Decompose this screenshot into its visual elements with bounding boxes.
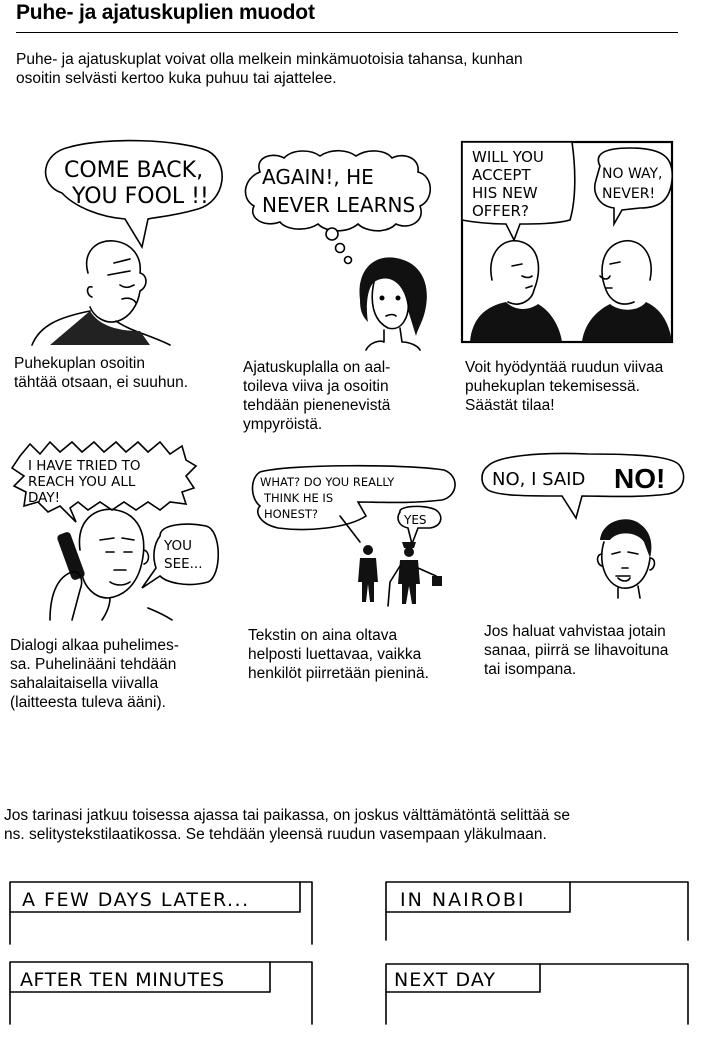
bubble-text: WILL YOU bbox=[472, 148, 544, 166]
bubble-text: AGAIN!, HE bbox=[262, 165, 374, 189]
panel-2-illustration bbox=[240, 150, 450, 350]
caption-line: tähtää otsaan, ei suuhun. bbox=[14, 374, 189, 391]
caption-line: puhekuplan tekemisessä. bbox=[465, 378, 640, 395]
paragraph-line: ns. selitystekstilaatikossa. Se tehdään yleensä ruudun vasempaan yläkulmaan. bbox=[4, 826, 547, 843]
caption-box-text: A FEW DAYS LATER... bbox=[22, 889, 250, 911]
bubble-bold-text: NO! bbox=[614, 463, 666, 494]
caption-line: tehdään pienenevistä bbox=[243, 397, 391, 414]
bubble-text: YES bbox=[404, 513, 427, 527]
caption-line: Dialogi alkaa puhelimes- bbox=[10, 637, 179, 654]
bubble-text: NEVER! bbox=[602, 186, 656, 202]
bubble-text: YOU bbox=[164, 538, 193, 554]
bubble-text: DAY! bbox=[28, 490, 61, 506]
title-rule bbox=[16, 32, 678, 33]
caption-line: (laitteesta tuleva ääni). bbox=[10, 694, 166, 711]
bubble-text: HIS NEW bbox=[472, 184, 538, 202]
bubble-text: THINK HE IS bbox=[264, 491, 334, 505]
caption-box-paragraph bbox=[4, 806, 709, 844]
bubble-text: REACH YOU ALL bbox=[28, 474, 136, 490]
panel-5-caption bbox=[248, 626, 429, 683]
panel-4-caption bbox=[10, 636, 179, 712]
intro-line: Puhe- ja ajatuskuplat voivat olla melkein minkämuotoisia tahansa, kunhan bbox=[16, 51, 523, 68]
page-title: Puhe- ja ajatuskuplien muodot bbox=[16, 1, 315, 24]
panel-6-caption bbox=[484, 622, 709, 679]
caption-line: Säästät tilaa! bbox=[465, 397, 555, 414]
caption-line: helposti luettavaa, vaikka bbox=[248, 646, 422, 663]
caption-line: sahalaitaisella viivalla bbox=[10, 675, 159, 692]
caption-line: Voit hyödyntää ruudun viivaa bbox=[465, 359, 664, 376]
bubble-text: SEE... bbox=[164, 556, 203, 572]
caption-line: Puhekuplan osoitin bbox=[14, 355, 145, 372]
bubble-text: I HAVE TRIED TO bbox=[28, 458, 141, 474]
caption-line: tai isompana. bbox=[484, 661, 577, 678]
caption-line: sanaa, piirrä se lihavoituna bbox=[484, 642, 669, 659]
caption-line: sa. Puhelinääni tehdään bbox=[10, 656, 177, 673]
caption-line: ympyröistä. bbox=[243, 416, 323, 433]
caption-box-text: NEXT DAY bbox=[394, 969, 496, 991]
caption-box-text: AFTER TEN MINUTES bbox=[20, 969, 225, 991]
bubble-text: HONEST? bbox=[264, 507, 318, 521]
caption-line: Tekstin on aina oltava bbox=[248, 627, 398, 644]
bubble-text: ACCEPT bbox=[472, 166, 531, 184]
caption-line: Jos haluat vahvistaa jotain bbox=[484, 623, 666, 640]
bubble-text: NO, I SAID bbox=[492, 469, 586, 490]
bubble-text: WHAT? DO YOU REALLY bbox=[260, 475, 395, 489]
panel-1-illustration bbox=[30, 135, 230, 345]
bubble-text: COME BACK, bbox=[64, 158, 204, 183]
caption-line: henkilöt piirretään pieninä. bbox=[248, 665, 429, 682]
panel-5-illustration bbox=[248, 462, 458, 612]
paragraph-line: Jos tarinasi jatkuu toisessa ajassa tai paikassa, on joskus välttämätöntä selittää se bbox=[4, 807, 571, 824]
panel-2-caption bbox=[243, 358, 390, 434]
caption-line: Ajatuskuplalla on aal- bbox=[243, 359, 391, 376]
caption-box-text: IN NAIROBI bbox=[400, 889, 526, 911]
bubble-text: NEVER LEARNS bbox=[262, 193, 416, 217]
intro-line: osoitin selvästi kertoo kuka puhuu tai ajattelee. bbox=[16, 70, 337, 87]
panel-4-illustration bbox=[10, 440, 230, 620]
bubble-text: NO WAY, bbox=[602, 166, 663, 182]
bubble-text: YOU FOOL !! bbox=[72, 184, 209, 209]
caption-line: toileva viiva ja osoitin bbox=[243, 378, 389, 395]
panel-1-caption bbox=[14, 354, 188, 392]
panel-3-caption bbox=[465, 358, 709, 415]
panel-3-illustration bbox=[460, 140, 680, 344]
bubble-text: OFFER? bbox=[472, 202, 529, 220]
intro-paragraph bbox=[16, 50, 676, 88]
caption-box-examples bbox=[0, 874, 709, 1044]
panel-6-illustration bbox=[478, 450, 688, 600]
